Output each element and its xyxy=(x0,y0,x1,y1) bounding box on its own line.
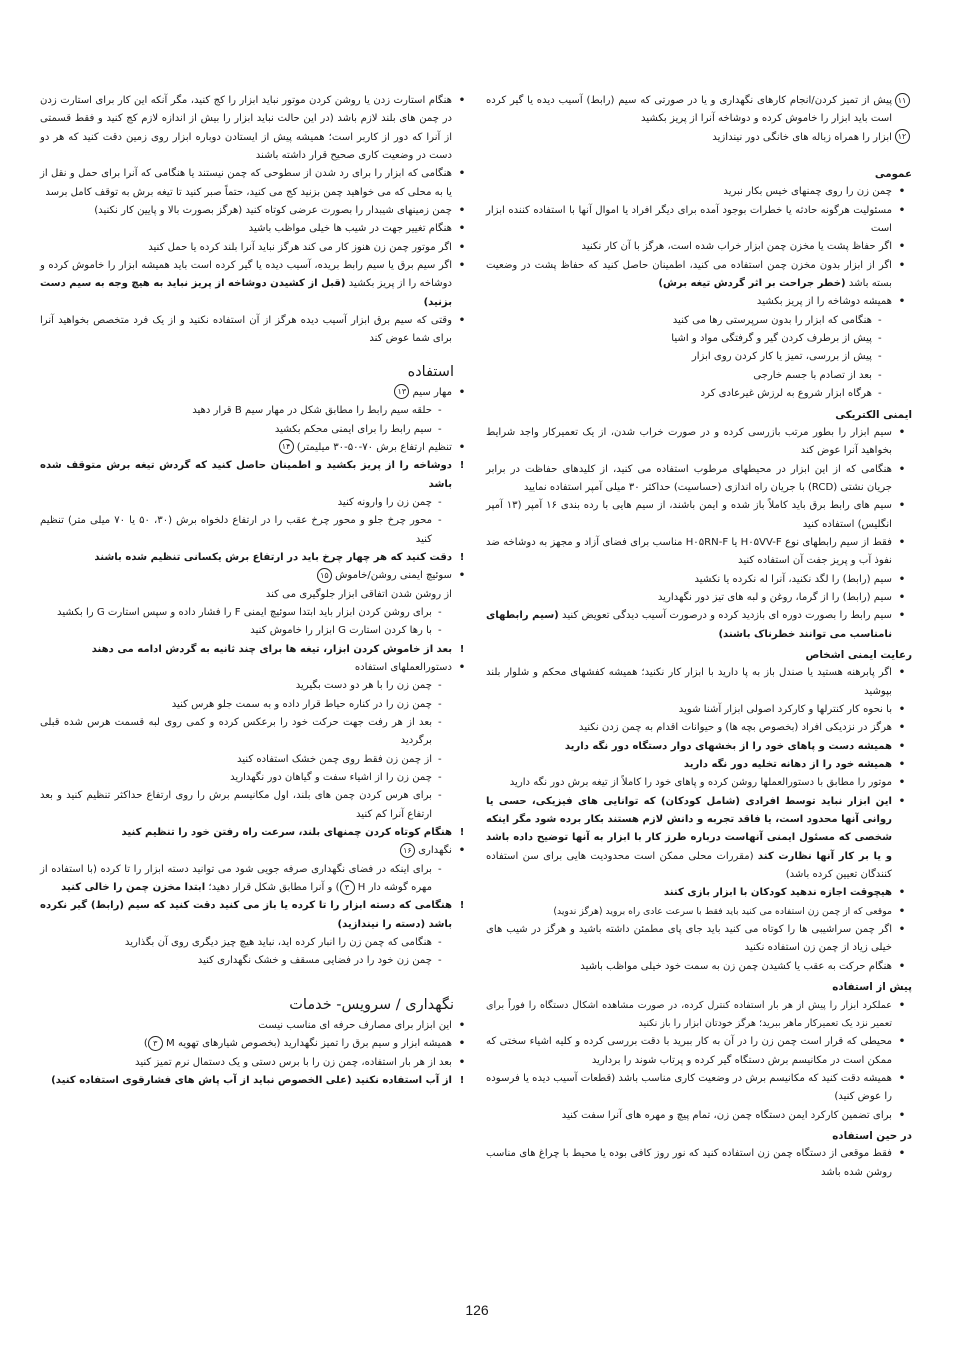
list-item: • هنگامی که ابزار را برای رد شدن از سطوحی که چمن نیستند یا هنگامی که آنرا برای حمل و نقل از یا به محلی که می خواهید چمن بزنید کج می کنید، حتماً صبر کنید تا تیغه برش به توقف کامل برسد xyxy=(40,168,466,198)
list-item: • بعد از هر بار استفاده، چمن زن را با برس دستی و یک دستمال نرم تمیز کنید xyxy=(135,1056,466,1068)
list-item: • موتور را مطابق با دستورالعملها روشن کرده و پاهای خود را کاملاً از تیغه برش دور نگه دارید xyxy=(509,777,906,789)
callout-number: ۱۱ xyxy=(895,93,910,108)
sub-item: - چمن زن را با هر دو دست بگیرید xyxy=(295,680,442,692)
list-item: • با نحوه کار کنترلها و کارکرد اصولی ابزار آشنا شوید xyxy=(678,704,906,715)
sub-item: - برای هرس کردن چمن های بلند، اول مکانیسم برش را روی ارتفاع حداکثر تنظیم کنید و بعد ارتفاع آنرا کم کنید xyxy=(40,790,442,820)
sub-item: - هنگامی که چمن زن را انبار کرده اید، نباید هیچ چیز دیگری روی آن بگذارید xyxy=(124,937,442,949)
warning-item: ! دوشاخه را از پریز بکشید و اطمینان حاصل کنید که گردش تیغه برش متوقف شده باشد xyxy=(40,457,472,494)
sub-item: - چمن زن را در کناره حیاط قرار داده و به سمت جلو هرس کنید xyxy=(171,698,442,710)
section-heading: رعایت ایمنی اشخاص xyxy=(805,648,912,661)
callout-number: ۱۶ xyxy=(400,843,415,858)
list-item: • فقط از سیم رابطهای نوع H۰۵VV-F یا H۰۵RN-F مناسب برای فضای آزاد و مجهز به دوشاخه ضد نفوذ آب و پریز جفت آن استفاده کنید xyxy=(486,536,906,567)
warning-item: ! بعد از خاموش کردن ابزار، تیغه ها برای چند ثانیه به گردش ادامه می دهند xyxy=(40,641,472,659)
section-heading: عمومی xyxy=(874,168,912,181)
section-heading: در حین استفاده xyxy=(832,1129,912,1142)
list-item: • عملکرد ابزار را پیش از هر بار استفاده کنترل کرده، در صورت مشاهده اشکال دستگاه را فوراً برای تعمیر نزد یک تعمیرکار ماهر ببرید؛ هرگز خودتان ابزار را باز نکنید xyxy=(486,999,906,1029)
warning-icon: ! xyxy=(459,460,465,472)
sub-item: - با رها کردن استارت G ابزار را خاموش کنید xyxy=(250,625,442,637)
list-item: • محیطی که قرار است چمن زن را در آن به کار ببرید با دقت بررسی کرده و کلیه اشیاء سختی که ممکن است در مکانیسم برش دستگاه گیر کرده و پرتاب شوند را بردارید xyxy=(486,1036,906,1066)
list-item: • وقتی که سیم برق ابزار آسیب دیده هرگز از آن استفاده نکنید و از یک فرد متخصص بخواهید آنرا برای شما عوض کند xyxy=(40,315,466,345)
sub-item: - چمن زن را وارونه کنید xyxy=(337,496,442,508)
list-item: • هیچوقت اجازه ندهید کودکان با ابزار بازی کنند xyxy=(663,887,906,899)
sub-item: - برای روشن کردن ابزار باید ابتدا سوئیچ ایمنی F را فشار داده و سپس استارت G را بکشید xyxy=(57,606,442,618)
sub-item: - هنگامی که ابزار را بدون سرپرستی رها می کنید xyxy=(672,314,882,326)
list-item: • هنگام استارت زدن یا روشن کردن موتور نباید ابزار را کج کنید، مگر آنکه این کار برای استارت زدن در چمن های بلند لازم باشد (در این حالت نباید ابزار را بیش از اندازه لازم کج کنید و فقط قسمتی از آنرا که دور از کاربر است؛ همیشه پیش از ایستادن دوباره ابزار روی زمین دقت کنید که هر دو دست در وضعیت کاری صحیح قرار داشته باشند xyxy=(40,95,466,162)
section-heading: پیش از استفاده xyxy=(832,981,912,994)
list-item: • مهار سیم ۱۳ xyxy=(40,384,472,402)
callout-number: ۳ xyxy=(340,880,355,895)
list-item: • اگر چمن سراشیبی ها را کوتاه می کنید باید جای پای مطمئن داشته باشید و هرگز در شیب های خیلی زیاد از چمن زن استفاده نکنید xyxy=(486,924,906,954)
section-heading: ایمنی الکتریکی xyxy=(835,408,912,421)
page-number: 126 xyxy=(465,1302,489,1318)
warning-icon: ! xyxy=(459,900,465,912)
callout-number: ۳ xyxy=(148,1036,163,1051)
list-item: • سیم رابط را بصورت دوره ای بازدید کرده و درصورت آسیب دیدگی تعویض کنید (سیم رابطهای نامناسب می توانند خطرناک باشند) xyxy=(486,610,906,640)
sub-item: - هرگاه ابزار شروع به لرزش غیرعادی کرد xyxy=(700,388,882,400)
warning-icon: ! xyxy=(459,643,465,655)
list-item: • چمن زمینهای شیبدار را بصورت عرضی کوتاه کنید (هرگز بصورت بالا و پایین کار نکنید) xyxy=(94,205,466,217)
callout-number: ۱۵ xyxy=(317,568,332,583)
list-item: • اگر پابرهنه هستید یا صندل باز به پا دارید با ابزار کار نکنید؛ همیشه کفشهای محکم و شلوار بلند بپوشید xyxy=(486,667,906,697)
list-item: • هرگز در نزدیکی افراد (بخصوص بچه ها) و حیوانات اقدام به چمن زدن نکنید xyxy=(578,722,906,734)
warning-icon: ! xyxy=(459,551,465,563)
list-item: • چمن زن را روی چمنهای خیس بکار نبرید xyxy=(723,186,906,198)
right-column xyxy=(486,92,912,1182)
callout-number: ۱۲ xyxy=(895,129,910,144)
list-item: • همیشه دوشاخه را از پریز بکشید xyxy=(756,296,906,308)
plain-line: از روشن شدن اتفاقی ابزار جلوگیری می کند xyxy=(265,588,452,600)
section-title-service: نگهداری / سرویس- خدمات xyxy=(289,996,454,1013)
warning-icon: ! xyxy=(459,1074,465,1086)
list-item: ۱۲ ابزار را همراه زباله های خانگی دور نیندازید xyxy=(486,129,912,147)
list-item: • مسئولیت هرگونه حادثه یا خطرات بوجود آمده برای دیگر افراد یا اموال آنها با استفاده کننده ابزار است xyxy=(486,204,906,235)
list-item: • اگر حفاظ پشت یا مخزن چمن ابزار خراب شده است، هرگز با آن کار نکنید xyxy=(581,241,906,253)
list-item: • این ابزار برای مصارف حرفه ای مناسب نیست xyxy=(258,1019,466,1031)
list-item: • نگهداری ۱۶ xyxy=(40,842,472,860)
callout-number: ۱۳ xyxy=(394,384,409,399)
list-item: • اگر از ابزار بدون مخزن چمن استفاده می کنید، اطمینان حاصل کنید که حفاظ پشت در وضعیت بسته باشد (خطر جراحت بر اثر گردش تیغه برش) xyxy=(486,259,906,290)
list-item: • سیم های رابط برق باید کاملاً باز شده و ایمن باشند، از سیم هایی با رده بندی ۱۶ آمپر (۱۳ آمپر انگلیس) استفاده کنید xyxy=(486,500,906,530)
list-item: • هنگام تغییر جهت در شیب ها خیلی مواظب باشید xyxy=(248,223,466,235)
sub-item: - چمن زن خود را در فضایی مسقف و خشک نگهداری کنید xyxy=(197,955,442,967)
list-item: • این ابزار نباید توسط افرادی (شامل کودکان) که توانایی های فیزیکی، حسی یا روانی آنها محدود است، یا فاقد تجربه و دانش لازم هستند بکار برده شود مگر اینکه شخصی که مسئول ایمنی آنهاست درباره طرز کار با ابزار به آنها توضیح داده باشد و یا بر کار آنها نظارت کند (مقررات محلی ممکن است محدودیت هایی برای سن استفاده کنندگان تعیین کرده باشد) xyxy=(486,795,906,881)
list-item: • همیشه دقت کنید که مکانیسم برش در وضعیت کاری مناسب باشد (قطعات آسیب دیده یا فرسوده را عوض کنید) xyxy=(486,1072,906,1103)
left-column xyxy=(40,92,472,1090)
warning-item: ! هنگامی که دسته ابزار را تا کرده یا باز می کنید دقت کنید که سیم (رابط) گیر نکرده باشد (دسته را نیندازید) xyxy=(40,897,472,934)
list-item: • هنگام حرکت به عقب یا کشیدن چمن زن به سمت خود خیلی مواظب باشید xyxy=(580,960,906,972)
list-item: • برای تضمین کارکرد ایمن دستگاه چمن زن، تمام پیچ و مهره های آنرا سفت کنید xyxy=(561,1109,906,1121)
sub-item: - بعد از تصادم با جسم خارجی xyxy=(753,369,882,381)
list-item: • موقعی که از چمن زن استفاده می کنید باید فقط با سرعت عادی راه بروید (هرگز ندوید) xyxy=(553,905,906,917)
sub-item: - حلقه سیم رابط را مطابق شکل در مهار سیم B قرار دهید xyxy=(192,405,442,417)
section-title-usage: استفاده xyxy=(407,363,454,380)
list-item: • فقط موقعی از دستگاه چمن زن استفاده کنید که نور روز کافی بوده یا محیط با چراغ های مناسب روشن شده باشد xyxy=(486,1148,906,1178)
list-item: • همیشه خود را از دهانه تخلیه دور نگه دارید xyxy=(683,759,906,771)
sub-item: - پیش از بررسی، تمیز یا کار کردن روی ابزار xyxy=(691,351,882,363)
sub-item: - سیم رابط را برای ایمنی محکم بکشید xyxy=(274,423,442,435)
callout-number: ۱۴ xyxy=(279,439,294,454)
list-item: • همیشه دست و پاهای خود را از بخشهای دوار دستگاه دور نگه دارید xyxy=(564,740,906,752)
sub-item: - پیش از برطرف کردن گیر و گرفتگی مواد و اشیا xyxy=(671,333,882,345)
list-item: • سیم (رابط) را از گرما، روغن و لبه های تیز دور نگهدارید xyxy=(657,591,906,603)
list-item: • اگر موتور چمن زن هنوز کار می کند هرگز نباید آنرا بلند کرده یا حمل کنید xyxy=(148,241,466,253)
warning-item: ! هنگام کوتاه کردن چمنهای بلند، سرعت راه رفتن خود را تنظیم کنید xyxy=(40,824,472,842)
sub-item: - محور چرخ جلو و محور چرخ عقب را در ارتفاع دلخواه برش (۳۰، ۵۰ یا ۷۰ میلی متر) تنظیم کنید xyxy=(40,515,442,545)
list-item: • هنگامی که از این ابزار در محیطهای مرطوب استفاده می کنید، از کلیدهای حفاظت در برابر جریان نشتی (RCD) با جریان راه اندازی (حساسیت) حداکثر ۳۰ میلی آمپر استفاده نمایید xyxy=(486,463,906,493)
warning-item: ! دقت کنید که هر چهار چرخ باید در ارتفاع برش یکسانی تنظیم شده باشند xyxy=(40,549,472,567)
sub-item: - بعد از هر رفت جهت حرکت خود را برعکس کرده و کمی روی لبه قسمت هرس شده قبلی برگردید xyxy=(40,717,442,747)
warning-icon: ! xyxy=(459,827,465,839)
list-item: • سیم ابزار را بطور مرتب بازرسی کرده و در صورت خراب شدن، از یک تعمیرکار واجد شرایط بخواهید آنرا عوض کند xyxy=(486,426,906,457)
list-item: • سیم (رابط) را لگد نکنید، آنرا له نکرده یا نکشید xyxy=(694,573,906,585)
sub-item: - چمن زن را از اشیاء سفت و گیاهان دور نگهدارید xyxy=(230,772,442,784)
list-item: • تنظیم ارتفاع برش ۷۰-۵۰-۳۰ میلیمتر) ۱۴ xyxy=(40,439,472,457)
list-item: ۱۱ پیش از تمیز کردن/انجام کارهای نگهداری و یا در صورتی که سیم (رابط) آسیب دیده یا گیر کرده است باید ابزار را خاموش کرده و دوشاخه آنرا از پریز بکشید xyxy=(486,92,912,129)
sub-item: - برای اینکه در فضای نگهداری صرفه جویی شود می توانید دسته ابزار را تا کرده (با استفاده از مهره گوشه دار H ۳) و آنرا مطابق شکل قرار دهید؛ ابتدا مخزن چمن را خالی کنید xyxy=(40,863,442,894)
list-item: • اگر سیم برق یا سیم رابط بریده، آسیب دیده یا گیر کرده است باید همیشه ابزار را خاموش کرده و دوشاخه را از پریز بکشید (قبل از کشیدن دوشاخه از پریز نباید به هیچ وجه به سیم دست بزنید) xyxy=(40,260,466,308)
list-item: • دستورالعملهای استفاده xyxy=(354,661,466,673)
list-item: • همیشه ابزار و سیم برق را تمیز نگهدارید (بخصوص شیارهای تهویه M ۳) xyxy=(40,1035,472,1053)
warning-item: ! از آب استفاده نکنید (علی الخصوص نباید از آب پاش های فشارقوی استفاده کنید) xyxy=(40,1072,472,1090)
sub-item: - از چمن زن فقط روی چمن خشک استفاده کنید xyxy=(236,753,442,765)
list-item: • سوئیچ ایمنی روشن/خاموش ۱۵ xyxy=(40,567,472,585)
